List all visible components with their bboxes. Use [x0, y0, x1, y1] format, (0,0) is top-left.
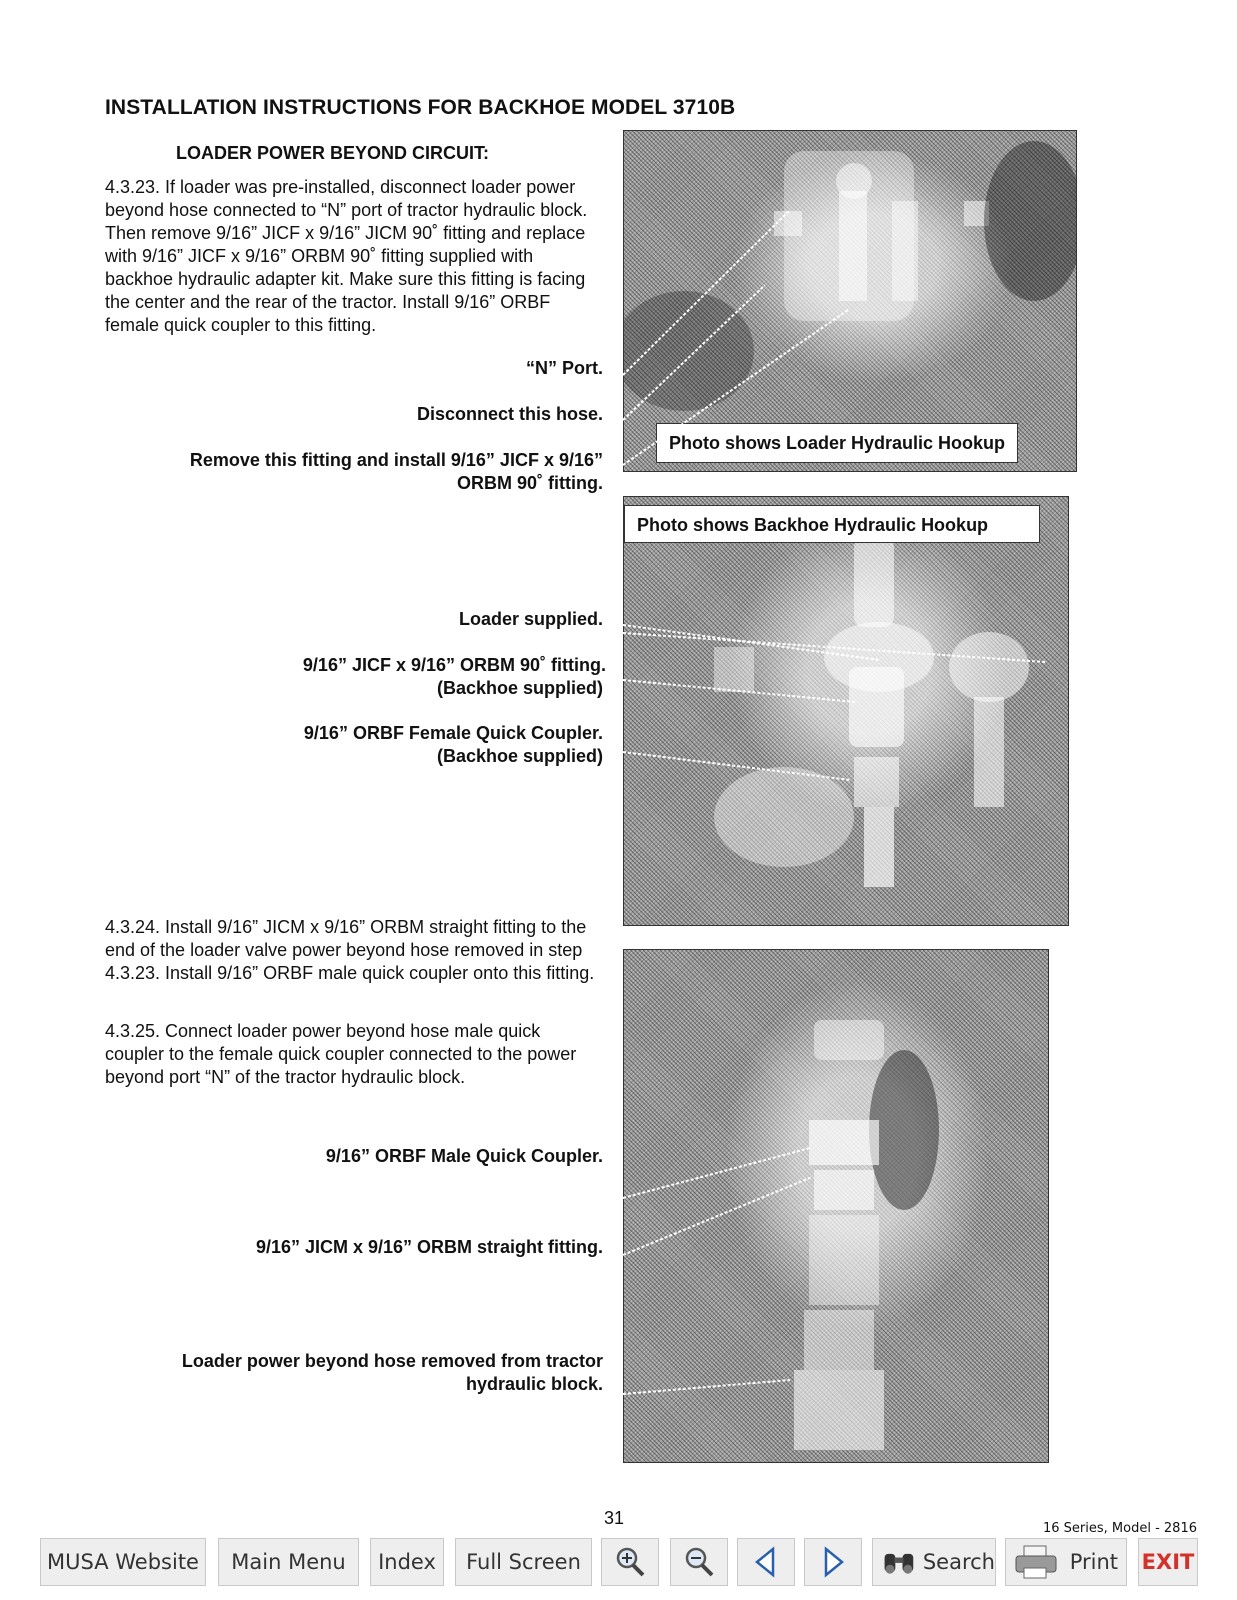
- index-button[interactable]: Index: [370, 1538, 444, 1586]
- step-4-3-25: 4.3.25. Connect loader power beyond hose male quick coupler to the female quick coupler connected to the power beyond port “N” of the tractor hydraulic block.: [105, 1021, 577, 1087]
- callout-female-coupler-note: (Backhoe supplied): [436, 746, 603, 766]
- print-button[interactable]: [1005, 1538, 1127, 1586]
- arrow-right-icon: [818, 1545, 848, 1579]
- print-label: Print: [1069, 1550, 1118, 1574]
- page-title: INSTALLATION INSTRUCTIONS FOR BACKHOE MODEL 3710B: [105, 96, 736, 119]
- arrow-left-icon: [751, 1545, 781, 1579]
- section-heading: LOADER POWER BEYOND CIRCUIT:: [176, 143, 490, 163]
- navigation-bar: [40, 1538, 1200, 1590]
- musa-website-button[interactable]: MUSA Website: [40, 1538, 206, 1586]
- callout-orbm-fitting-note: (Backhoe supplied): [436, 678, 603, 698]
- zoom-out-button[interactable]: [670, 1538, 728, 1586]
- callout-remove-fitting: Remove this fitting and install 9/16” JICF x 9/16” ORBM 90˚ fitting.: [189, 450, 603, 493]
- callout-loader-supplied: Loader supplied.: [458, 609, 603, 629]
- zoom-in-icon: [613, 1545, 647, 1579]
- callout-n-port: “N” Port.: [525, 358, 603, 378]
- exit-button[interactable]: [1138, 1538, 1198, 1586]
- callout-hose-removed: Loader power beyond hose removed from tractor hydraulic block.: [181, 1351, 603, 1394]
- previous-page-button[interactable]: [737, 1538, 795, 1586]
- main-menu-button[interactable]: Main Menu: [218, 1538, 359, 1586]
- zoom-out-icon: [682, 1545, 716, 1579]
- backhoe-photo-caption: Photo shows Backhoe Hydraulic Hookup: [624, 505, 1040, 543]
- series-label: 16 Series, Model - 2816: [1043, 1521, 1197, 1536]
- full-screen-button[interactable]: Full Screen: [455, 1538, 592, 1586]
- callout-straight-fitting: 9/16” JICM x 9/16” ORBM straight fitting.: [255, 1237, 603, 1257]
- next-page-button[interactable]: [804, 1538, 862, 1586]
- callout-female-coupler: 9/16” ORBF Female Quick Coupler.: [303, 723, 603, 743]
- callout-orbm-fitting: 9/16” JICF x 9/16” ORBM 90˚ fitting.: [302, 655, 606, 675]
- search-button[interactable]: [872, 1538, 996, 1586]
- loader-photo-caption: Photo shows Loader Hydraulic Hookup: [656, 423, 1018, 463]
- search-label: Search: [922, 1550, 995, 1574]
- step-4-3-23: 4.3.23. If loader was pre-installed, disconnect loader power beyond hose connected to “N” port of tractor hydraulic block. Then remove 9/16” JICF x 9/16” JICM 90˚ fitting and replace with 9/16” JICF x 9/16” ORBM 90˚ fitting supplied with backhoe hydraulic adapter kit. Make sure this fitting is facing the center and the rear of the tractor. Install 9/16” ORBF female quick coupler to this fitting.: [105, 177, 588, 335]
- binoculars-icon: [881, 1545, 917, 1579]
- printer-icon: [1014, 1544, 1058, 1580]
- step-4-3-24: 4.3.24. Install 9/16” JICM x 9/16” ORBM straight fitting to the end of the loader valve power beyond hose removed in step 4.3.23. Install 9/16” ORBF male quick coupler onto this fitting.: [105, 917, 595, 983]
- callout-disconnect-hose: Disconnect this hose.: [416, 404, 603, 424]
- callout-male-coupler: 9/16” ORBF Male Quick Coupler.: [325, 1146, 603, 1166]
- exit-label: EXIT: [1141, 1550, 1195, 1574]
- zoom-in-button[interactable]: [601, 1538, 659, 1586]
- page-number: 31: [604, 1508, 625, 1528]
